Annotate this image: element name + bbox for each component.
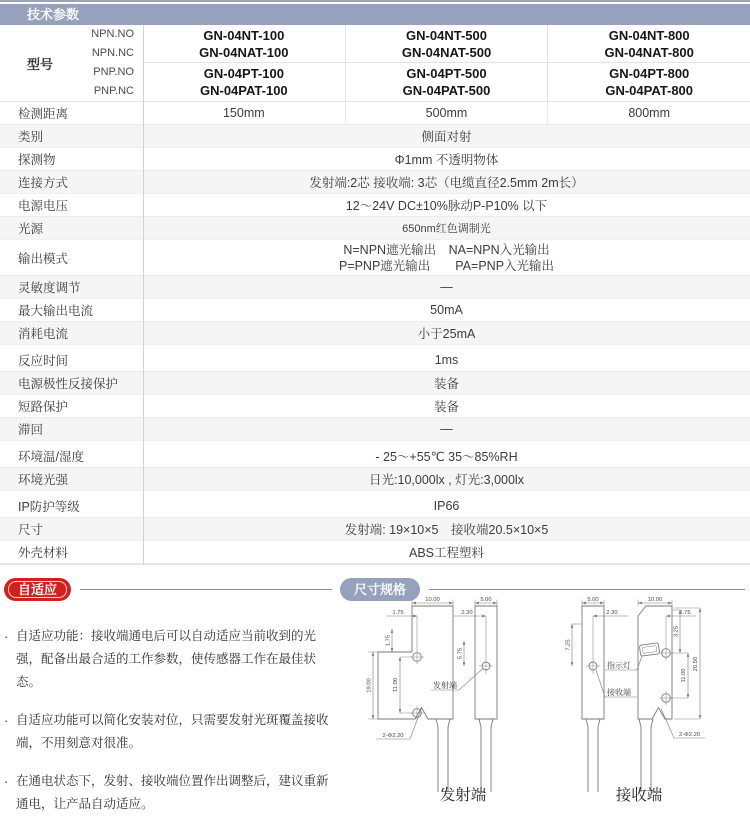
dim-height: 19.00 (366, 678, 373, 693)
pnp-models-row (143, 63, 750, 101)
spec-row-category: 类别 侧面对射 (0, 125, 750, 148)
emitter-front-cable (436, 719, 450, 792)
model-row (0, 25, 750, 102)
dim-height: 20.50 (693, 656, 699, 672)
dimension-section (340, 578, 750, 810)
distance-value: 800mm (547, 102, 750, 124)
dim-lens-depth: 7.25 (565, 639, 572, 651)
spec-row-lightsource: 光源 650nm红色调制光 (0, 217, 750, 240)
model-cell: GN-04NT-800 GN-04NAT-800 (547, 25, 750, 62)
npn-models-row (143, 25, 750, 63)
receiver-front-cable (639, 719, 653, 792)
distance-value: 150mm (222, 106, 265, 120)
emitter-side-cable (479, 719, 493, 792)
section-title-bar: 技术参数 (0, 4, 750, 25)
dim-width: 5.00 (587, 597, 599, 604)
adaptive-badge: 自适应 (4, 578, 71, 601)
indicator-label: 指示灯 (607, 661, 631, 670)
spec-row-voltage: 电源电压 12～24V DC±10%脉动P-P10% 以下 (0, 194, 750, 217)
spec-row-ambient-light: 环境光强 日光:10,000lx , 灯光:3,000lx (0, 468, 750, 491)
receiver-side-cable (586, 719, 600, 792)
receiver-front-drawing (638, 597, 705, 792)
dimension-badge: 尺寸规格 (340, 578, 420, 601)
bullet-marker: · (4, 774, 9, 789)
model-output-types (91, 25, 143, 101)
receiver-caption: 接收端 (615, 787, 663, 804)
spec-table (0, 25, 750, 565)
dim-lens-offset: 2.30 (461, 610, 473, 616)
spec-row-response: 反应时间 1ms (0, 349, 750, 372)
output-type: PNP.NC (93, 85, 134, 97)
dim-hole-pitch: 11.00 (681, 668, 687, 683)
dim-hole-top: 1.75 (385, 634, 392, 647)
adaptive-section (0, 578, 340, 810)
model-cell: GN-04NT-100 GN-04NAT-100 (199, 27, 289, 60)
dim-holes: 2-Φ2.20 (678, 732, 701, 738)
dimension-drawings (340, 596, 745, 808)
spec-row-consumption: 消耗电流 小于25mA (0, 322, 750, 345)
dim-width: 10.00 (647, 597, 663, 604)
spec-row-shortcircuit: 短路保护 装备 (0, 395, 750, 418)
adaptive-bullet: · 自适应功能：接收端通电后可以自动适应当前收到的光强，配备出最合适的工作参数，使传感器工作在最佳状态。 (4, 625, 340, 694)
emitter-side-drawing (431, 597, 497, 792)
spec-row-max-current: 最大输出电流 50mA (0, 299, 750, 322)
emitter-front-drawing (367, 597, 454, 792)
spec-row-output-mode: 输出模式 N=NPN遮光输出 NA=NPN入光输出 P=PNP遮光输出 PA=PNP入光输出 (0, 240, 750, 276)
model-cell: GN-04NT-500 GN-04NAT-500 (345, 25, 548, 62)
spec-row-object: 探测物 Φ1mm 不透明物体 (0, 148, 750, 171)
dim-holes: 2-Φ2.20 (382, 733, 404, 739)
dim-lens-depth: 5.75 (457, 647, 464, 660)
adaptive-bullet: · 自适应功能可以简化安装对位，只需要发射光斑覆盖接收端，不用刻意对很准。 (4, 709, 340, 755)
spec-row-connection: 连接方式 发射端:2芯 接收端: 3芯（电缆直径2.5mm 2m长） (0, 171, 750, 194)
dim-hole-top: 3.25 (673, 625, 680, 638)
dim-hole-pitch: 11.00 (393, 677, 399, 693)
spec-label: 检测距离 (18, 107, 69, 121)
receiver-side-drawing (566, 597, 643, 792)
emitter-caption: 发射端 (439, 787, 487, 804)
spec-row-size: 尺寸 发射端: 19×10×5 接收端20.5×10×5 (0, 518, 750, 541)
spec-row-sensitivity: 灵敏度调节 — (0, 276, 750, 299)
divider-line (429, 589, 745, 590)
output-type: NPN.NC (91, 47, 134, 59)
spec-row-material: 外壳材料 ABS工程塑料 (0, 541, 750, 564)
model-label-cell (0, 25, 143, 101)
dim-hole-offset: 1.75 (392, 610, 404, 616)
bullet-marker: · (4, 713, 9, 728)
emitter-front-outline (378, 606, 453, 719)
adaptive-bullet: · 在通电状态下，发射、接收端位置作出调整后，建议重新通电，让产品自动适应。 (4, 770, 340, 816)
distance-row (0, 102, 750, 125)
distance-value: 500mm (345, 102, 548, 124)
model-title: 型号 (27, 56, 54, 72)
dim-lens-offset: 2.30 (606, 610, 618, 616)
model-cell: GN-04PT-800 GN-04PAT-800 (547, 63, 750, 101)
dim-width: 10.00 (425, 597, 440, 604)
divider-line (80, 589, 332, 590)
bullet-marker: · (4, 629, 9, 644)
model-cell: GN-04PT-100 GN-04PAT-100 (200, 66, 288, 98)
model-cell: GN-04PT-500 GN-04PAT-500 (345, 63, 548, 101)
output-type: PNP.NO (93, 66, 134, 78)
dim-width: 5.00 (480, 597, 492, 604)
emitter-lens-label: 发射端 (433, 681, 457, 690)
receiver-lens-label: 接收端 (607, 688, 631, 697)
output-type: NPN.NO (91, 28, 134, 40)
spec-row-hysteresis: 滞回 — (0, 418, 750, 441)
spec-row-polarity: 电源极性反接保护 装备 (0, 372, 750, 395)
spec-row-temp-humidity: 环境温/湿度 - 25～+55℃ 35～85%RH (0, 445, 750, 468)
spec-row-ip-rating: IP防护等级 IP66 (0, 495, 750, 518)
dim-hole-offset: 1.75 (679, 610, 691, 616)
